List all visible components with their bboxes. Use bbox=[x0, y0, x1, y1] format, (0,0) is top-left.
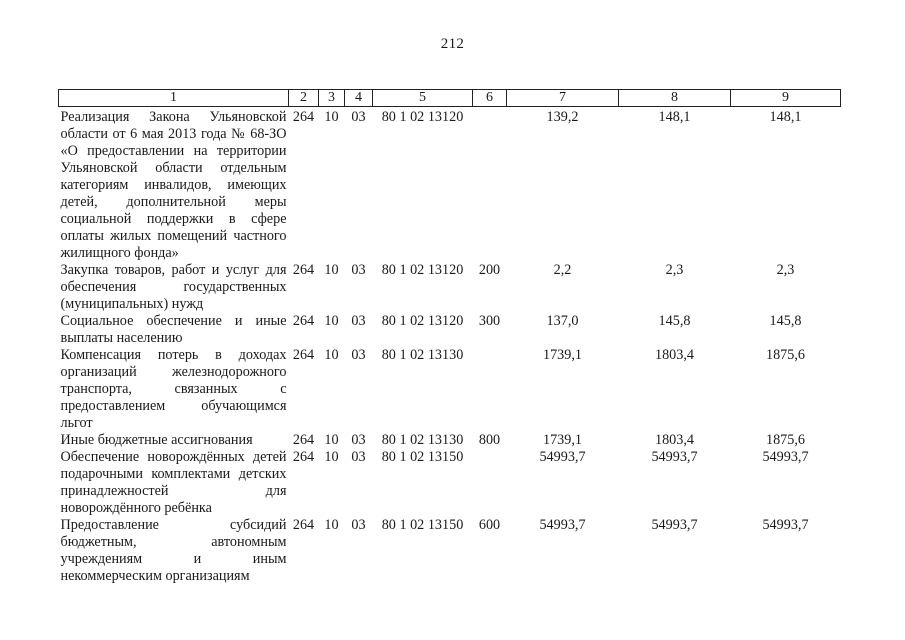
cell-col8: 54993,7 bbox=[651, 449, 698, 465]
cell-col2: 264 bbox=[292, 449, 315, 465]
cell-col8: 1803,4 bbox=[654, 347, 694, 363]
table-row bbox=[59, 432, 841, 449]
budget-table bbox=[58, 89, 841, 585]
table-row bbox=[59, 107, 841, 263]
cell-col8: 145,8 bbox=[658, 313, 691, 329]
cell-col5: 80 1 02 13120 bbox=[381, 313, 464, 329]
column-header-9: 9 bbox=[731, 90, 841, 107]
cell-col9: 2,3 bbox=[776, 262, 795, 278]
cell-col4: 03 bbox=[351, 109, 366, 125]
cell-col3: 10 bbox=[324, 313, 339, 329]
cell-col2: 264 bbox=[292, 313, 315, 329]
header-row bbox=[59, 90, 841, 107]
cell-col6 bbox=[473, 107, 507, 263]
page-number: 212 bbox=[440, 36, 465, 52]
row-name: Предоставление субсидий бюджетным, автономным учреждениям и иным некоммерческим организациям bbox=[60, 517, 287, 584]
cell-col6 bbox=[473, 347, 507, 432]
column-header-2: 2 bbox=[289, 90, 319, 107]
cell-col2: 264 bbox=[292, 347, 315, 363]
cell-col9: 54993,7 bbox=[762, 517, 809, 533]
table-row bbox=[59, 517, 841, 585]
cell-col6: 300 bbox=[478, 313, 501, 329]
cell-col7: 54993,7 bbox=[539, 517, 586, 533]
row-name: Социальное обеспечение и иные выплаты населению bbox=[60, 313, 287, 346]
row-name: Обеспечение новорождённых детей подарочными комплектами детских принадлежностей для новорождённого ребёнка bbox=[60, 449, 287, 516]
column-header-3: 3 bbox=[319, 90, 345, 107]
table-row bbox=[59, 262, 841, 313]
row-name: Закупка товаров, работ и услуг для обеспечения государственных (муниципальных) нужд bbox=[60, 262, 287, 312]
cell-col3: 10 bbox=[324, 347, 339, 363]
cell-col7: 137,0 bbox=[546, 313, 579, 329]
cell-col4: 03 bbox=[351, 432, 366, 448]
cell-col7: 54993,7 bbox=[539, 449, 586, 465]
cell-col8: 148,1 bbox=[658, 109, 691, 125]
cell-col3: 10 bbox=[324, 449, 339, 465]
cell-col6 bbox=[473, 449, 507, 517]
cell-col5: 80 1 02 13120 bbox=[381, 109, 464, 125]
cell-col6: 600 bbox=[478, 517, 501, 533]
column-header-5: 5 bbox=[373, 90, 473, 107]
table-row bbox=[59, 449, 841, 517]
cell-col7: 1739,1 bbox=[542, 347, 582, 363]
cell-col7: 2,2 bbox=[553, 262, 572, 278]
cell-col4: 03 bbox=[351, 262, 366, 278]
cell-col4: 03 bbox=[351, 449, 366, 465]
cell-col8: 1803,4 bbox=[654, 432, 694, 448]
cell-col4: 03 bbox=[351, 313, 366, 329]
row-name: Реализация Закона Ульяновской области от 6 мая 2013 года № 68-ЗО «О предоставлении на территории Ульяновской области отдельным категориям инвалидов, имеющих детей, дополнительной меры социальной поддержки в сфере оплаты жилых помещений частного жилищного фонда» bbox=[60, 109, 287, 261]
cell-col8: 2,3 bbox=[665, 262, 684, 278]
cell-col7: 139,2 bbox=[546, 109, 579, 125]
column-header-6: 6 bbox=[473, 90, 507, 107]
cell-col6: 800 bbox=[478, 432, 501, 448]
cell-col3: 10 bbox=[324, 262, 339, 278]
cell-col5: 80 1 02 13130 bbox=[381, 432, 464, 448]
cell-col9: 54993,7 bbox=[762, 449, 809, 465]
cell-col5: 80 1 02 13130 bbox=[381, 347, 464, 363]
column-header-8: 8 bbox=[619, 90, 731, 107]
cell-col4: 03 bbox=[351, 347, 366, 363]
cell-col5: 80 1 02 13150 bbox=[381, 517, 464, 533]
row-name: Компенсация потерь в доходах организаций железнодорожного транспорта, связанных с предоставлением обучающимся льгот bbox=[60, 347, 287, 431]
row-name: Иные бюджетные ассигнования bbox=[60, 432, 253, 448]
table-row bbox=[59, 313, 841, 347]
cell-col2: 264 bbox=[292, 109, 315, 125]
column-header-4: 4 bbox=[345, 90, 373, 107]
cell-col2: 264 bbox=[292, 262, 315, 278]
cell-col7: 1739,1 bbox=[542, 432, 582, 448]
cell-col4: 03 bbox=[351, 517, 366, 533]
cell-col9: 145,8 bbox=[769, 313, 802, 329]
cell-col2: 264 bbox=[292, 432, 315, 448]
cell-col9: 1875,6 bbox=[765, 432, 805, 448]
cell-col5: 80 1 02 13150 bbox=[381, 449, 464, 465]
cell-col3: 10 bbox=[324, 109, 339, 125]
cell-col9: 1875,6 bbox=[765, 347, 805, 363]
cell-col6: 200 bbox=[478, 262, 501, 278]
cell-col2: 264 bbox=[292, 517, 315, 533]
column-header-1: 1 bbox=[59, 90, 289, 107]
cell-col5: 80 1 02 13120 bbox=[381, 262, 464, 278]
cell-col3: 10 bbox=[324, 432, 339, 448]
cell-col9: 148,1 bbox=[769, 109, 802, 125]
table-row bbox=[59, 347, 841, 432]
column-header-7: 7 bbox=[507, 90, 619, 107]
cell-col3: 10 bbox=[324, 517, 339, 533]
cell-col8: 54993,7 bbox=[651, 517, 698, 533]
